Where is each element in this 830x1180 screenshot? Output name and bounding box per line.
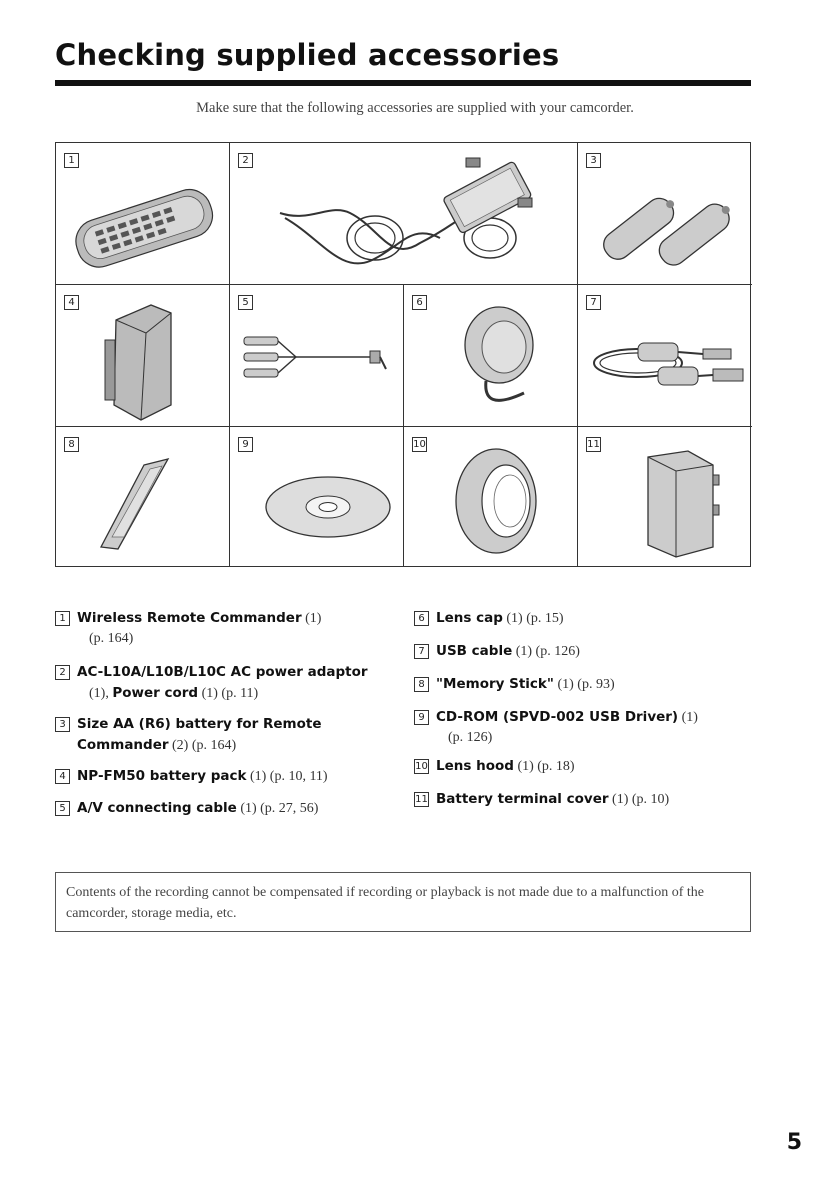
item-detail: (1) (p. 18) xyxy=(513,759,575,774)
item-number-box: 8 xyxy=(414,677,429,692)
item-number-box: 5 xyxy=(55,801,70,816)
item-number-box: 10 xyxy=(415,761,428,772)
battery-pack-illustration xyxy=(56,285,229,427)
item-name: Battery terminal cover xyxy=(436,791,609,807)
cell-5 xyxy=(229,284,403,426)
item-number-box: 7 xyxy=(414,644,429,659)
item-name: Power cord xyxy=(112,685,199,701)
usb-cable-illustration xyxy=(578,285,753,427)
cell-1 xyxy=(56,143,229,284)
cd-rom-illustration xyxy=(230,427,404,567)
item-number-box: 4 xyxy=(55,769,70,784)
item-number-box: 4 xyxy=(64,295,79,310)
item-name: "Memory Stick" xyxy=(436,676,554,692)
item-detail: (1), xyxy=(89,686,113,701)
item-detail: (1) (p. 27, 56) xyxy=(236,801,319,816)
item-detail: (1) (p. 10, 11) xyxy=(246,769,328,784)
item-number-box: 10 xyxy=(413,439,426,450)
disclaimer-note: Contents of the recording cannot be compensated if recording or playback is not made due to a malfunction of the camcorder, storage media, etc. xyxy=(55,872,751,932)
remote-commander-illustration xyxy=(56,143,229,284)
item-name: Wireless Remote Commander xyxy=(77,610,302,626)
cell-6 xyxy=(403,284,577,426)
cell-8 xyxy=(56,426,229,566)
item-detail: (1) (p. 10) xyxy=(608,792,670,807)
lens-hood-illustration xyxy=(404,427,578,567)
item-name: Size AA (R6) battery for Remote xyxy=(77,716,322,732)
cell-4 xyxy=(56,284,229,426)
ac-adaptor-illustration xyxy=(230,143,578,284)
item-number-box: 5 xyxy=(238,295,253,310)
item-name: Lens hood xyxy=(436,758,514,774)
item-number-box: 9 xyxy=(414,710,429,725)
item-number-box: 11 xyxy=(587,439,600,450)
item-detail: (p. 126) xyxy=(448,730,493,745)
item-name: NP-FM50 battery pack xyxy=(77,768,247,784)
item-number-box: 11 xyxy=(415,794,428,805)
item-number-box: 2 xyxy=(238,153,253,168)
item-number-box: 7 xyxy=(586,295,601,310)
item-number-box: 3 xyxy=(586,153,601,168)
item-number-box: 1 xyxy=(64,153,79,168)
page-number: 5 xyxy=(786,1130,802,1155)
lens-cap-illustration xyxy=(404,285,578,427)
item-name: Lens cap xyxy=(436,610,503,626)
aa-batteries-illustration xyxy=(578,143,753,284)
item-name: USB cable xyxy=(436,643,513,659)
item-detail: (1) xyxy=(301,611,322,626)
av-cable-illustration xyxy=(230,285,404,427)
item-detail: (p. 164) xyxy=(89,631,134,646)
item-number-box: 2 xyxy=(55,665,70,680)
item-number-box: 8 xyxy=(64,437,79,452)
item-name: Commander xyxy=(77,737,169,753)
title-rule xyxy=(55,80,751,86)
cell-10 xyxy=(403,426,577,566)
intro-text: Make sure that the following accessories are supplied with your camcorder. xyxy=(196,100,634,116)
cell-2 xyxy=(229,143,577,284)
item-number-box: 9 xyxy=(238,437,253,452)
item-name: CD-ROM (SPVD-002 USB Driver) xyxy=(436,709,679,725)
item-name: AC-L10A/L10B/L10C AC power adaptor xyxy=(77,664,368,680)
item-detail: (1) (p. 93) xyxy=(553,677,615,692)
cell-3 xyxy=(577,143,752,284)
memory-stick-illustration xyxy=(56,427,229,567)
item-number-box: 3 xyxy=(55,717,70,732)
item-detail: (1) (p. 126) xyxy=(512,644,580,659)
cell-9 xyxy=(229,426,403,566)
item-detail: (1) xyxy=(678,710,698,725)
item-detail: (2) (p. 164) xyxy=(168,738,237,753)
page-title: Checking supplied accessories xyxy=(55,38,560,72)
item-detail: (1) (p. 11) xyxy=(198,686,259,701)
item-detail: (1) (p. 15) xyxy=(502,611,564,626)
item-number-box: 1 xyxy=(55,611,70,626)
terminal-cover-illustration xyxy=(578,427,753,567)
item-number-box: 6 xyxy=(412,295,427,310)
item-number-box: 6 xyxy=(414,611,429,626)
cell-11 xyxy=(577,426,752,566)
item-name: A/V connecting cable xyxy=(77,800,237,816)
cell-7 xyxy=(577,284,752,426)
accessories-grid xyxy=(55,142,751,567)
